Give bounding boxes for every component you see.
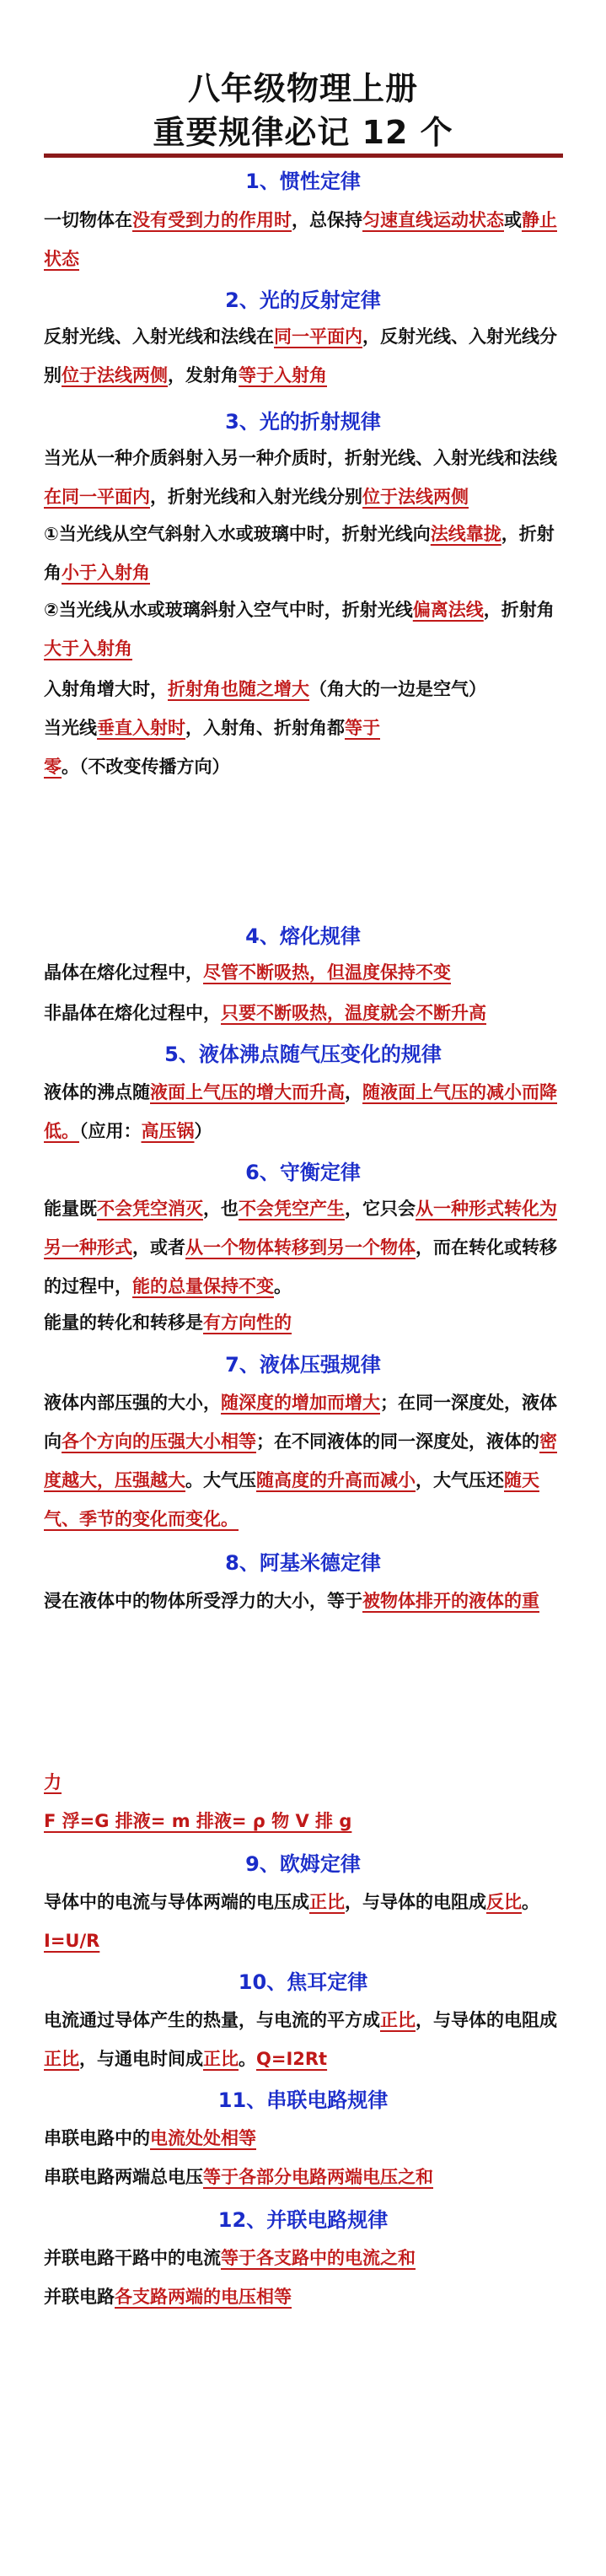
- rule-paragraph: [44, 953, 565, 992]
- section-heading: 8、阿基米德定律: [225, 1551, 381, 1575]
- body-text: 并联电路干路中的电流: [44, 2248, 221, 2268]
- key-phrase: 同一平面内: [274, 326, 362, 347]
- section-heading: 6、守衡定律: [245, 1161, 361, 1184]
- rule-paragraph: [44, 1303, 565, 1342]
- body-text: 一切物体在: [44, 210, 132, 230]
- body-text: 能量的转化和转移是: [44, 1312, 203, 1333]
- section-heading: 3、光的折射规律: [225, 410, 381, 434]
- body-text: 晶体在熔化过程中，: [44, 962, 203, 983]
- key-phrase: 垂直入射时: [97, 718, 185, 738]
- key-phrase: 等于各部分电路两端电压之和: [203, 2167, 433, 2187]
- body-text: 浸在液体中的物体所受浮力的大小，等于: [44, 1591, 362, 1611]
- key-phrase: 液面上气压的增大而升高: [150, 1082, 345, 1102]
- key-phrase: 电流处处相等: [150, 2128, 256, 2148]
- body-text: 当光从一种介质斜射入另一种介质时，折射光线、入射光线和法线: [44, 448, 557, 468]
- body-text: ，反射光线、入射光线分别: [44, 326, 557, 385]
- rule-paragraph: [44, 317, 565, 395]
- key-phrase: 大于入射角: [44, 639, 132, 659]
- key-phrase: 被物体排开的液体的重: [362, 1591, 539, 1611]
- title-divider: [44, 154, 563, 158]
- body-text: 导体中的电流与导体两端的电压成: [44, 1892, 309, 1912]
- body-text: ）: [194, 1121, 212, 1141]
- key-phrase: 随天气、季节的变化而变化。: [44, 1470, 539, 1529]
- body-text: ，: [345, 1082, 362, 1102]
- body-text: ；在同一深度处，液体向: [44, 1393, 557, 1452]
- section-heading: 11、串联电路规律: [217, 2088, 389, 2112]
- body-text: ，总保持: [292, 210, 362, 230]
- body-text: ，或者: [132, 1237, 185, 1258]
- body-text: 液体的沸点随: [44, 1082, 150, 1102]
- section-heading: 10、焦耳定律: [238, 1970, 368, 1994]
- body-text: 能量既: [44, 1199, 97, 1219]
- rule-paragraph: [44, 2158, 565, 2196]
- key-phrase: 有方向性的: [203, 1312, 292, 1333]
- body-text: ，与通电时间成: [79, 2049, 203, 2069]
- body-text: 反射光线、入射光线和法线在: [44, 326, 274, 347]
- key-phrase: 等于零: [44, 718, 380, 777]
- key-phrase: 没有受到力的作用时: [132, 210, 292, 230]
- section-heading: 1、惯性定律: [245, 170, 361, 193]
- doc-title-line1: 八年级物理上册: [187, 70, 418, 107]
- rule-paragraph: [44, 1073, 565, 1151]
- key-phrase: 尽管不断吸热，但温度保持不变: [203, 962, 451, 983]
- body-text: 入射角增大时，: [44, 679, 168, 699]
- body-text: ，而在转化或转移的过程中，: [44, 1237, 557, 1296]
- body-text: 非晶体在熔化过程中，: [44, 1003, 221, 1023]
- key-phrase: 偏离法线: [412, 600, 484, 620]
- body-text: ，入射角、折射角都: [185, 718, 345, 738]
- key-phrase: F 浮=G 排液= m 排液= ρ 物 V 排 g: [44, 1811, 352, 1831]
- section-heading: 4、熔化规律: [245, 924, 361, 948]
- body-text: （角大的一边是空气）: [309, 679, 486, 699]
- section-heading: 9、欧姆定律: [245, 1852, 361, 1876]
- body-text: ，它只会: [345, 1199, 416, 1219]
- body-text: ，发射角: [168, 365, 239, 385]
- rule-paragraph: [44, 709, 565, 786]
- body-text: ，也: [203, 1199, 239, 1219]
- body-text: ①当光线从空气斜射入水或玻璃中时，折射光线向: [44, 524, 431, 544]
- key-phrase: 高压锅: [141, 1121, 195, 1141]
- key-phrase: 正比: [309, 1892, 345, 1912]
- body-text: ，大气压还: [416, 1470, 504, 1490]
- rule-paragraph: [44, 1802, 565, 1840]
- key-phrase: 在同一平面内: [44, 487, 150, 507]
- rule-paragraph: [44, 2277, 565, 2316]
- rule-paragraph: [44, 2119, 565, 2158]
- body-text: ②当光线从水或玻璃斜射入空气中时，折射光线: [44, 600, 413, 620]
- key-phrase: 随深度的增加而增大: [221, 1393, 380, 1413]
- key-phrase: 不会凭空消灭: [97, 1199, 203, 1219]
- rule-paragraph: [44, 1883, 565, 1960]
- rule-paragraph: [44, 439, 565, 516]
- rule-paragraph: [44, 670, 565, 709]
- key-phrase: 能的总量保持不变: [132, 1276, 274, 1296]
- key-phrase: 匀速直线运动状态: [362, 210, 504, 230]
- key-phrase: 反比: [486, 1892, 522, 1912]
- key-phrase: 密度越大，压强越大: [44, 1431, 557, 1490]
- key-phrase: 从一个物体转移到另一个物体: [185, 1237, 416, 1258]
- key-phrase: 位于法线两侧: [62, 365, 168, 385]
- key-phrase: 只要不断吸热，温度就会不断升高: [221, 1003, 486, 1023]
- rule-paragraph: [44, 2001, 565, 2078]
- body-text: ，折射角: [44, 524, 555, 583]
- key-phrase: 折射角也随之增大: [168, 679, 309, 699]
- section-heading: 2、光的反射定律: [225, 288, 381, 312]
- rule-paragraph: [44, 1763, 565, 1802]
- key-phrase: 各个方向的压强大小相等: [62, 1431, 256, 1452]
- rule-paragraph: [44, 1189, 565, 1306]
- body-text: ；在不同液体的同一深度处，液体的: [256, 1431, 539, 1452]
- key-phrase: 小于入射角: [62, 563, 150, 583]
- rule-paragraph: [44, 994, 565, 1032]
- rule-paragraph: [44, 2239, 565, 2277]
- key-phrase: I=U/R: [44, 1931, 100, 1951]
- body-text: 电流通过导体产生的热量，与电流的平方成: [44, 2010, 380, 2030]
- body-text: ，与导体的电阻成: [345, 1892, 486, 1912]
- body-text: 。大气压: [185, 1470, 256, 1490]
- rule-paragraph: [44, 590, 565, 668]
- body-text: 或: [504, 210, 522, 230]
- key-phrase: 法线靠拢: [430, 524, 501, 544]
- body-text: 。: [522, 1892, 539, 1912]
- body-text: 并联电路: [44, 2287, 115, 2307]
- section-heading: 12、并联电路规律: [217, 2208, 389, 2232]
- key-phrase: 等于各支路中的电流之和: [221, 2248, 416, 2268]
- rule-paragraph: [44, 515, 565, 592]
- body-text: 。: [274, 1276, 292, 1296]
- body-text: 。（不改变传播方向）: [62, 757, 230, 777]
- body-text: 串联电路中的: [44, 2128, 150, 2148]
- rule-paragraph: [44, 1582, 565, 1620]
- body-text: 液体内部压强的大小，: [44, 1393, 221, 1413]
- key-phrase: 随液面上气压的减小而降低。: [44, 1082, 557, 1141]
- key-phrase: 正比: [203, 2049, 239, 2069]
- key-phrase: 正比: [380, 2010, 416, 2030]
- key-phrase: 各支路两端的电压相等: [115, 2287, 292, 2307]
- body-text: 。: [239, 2049, 256, 2069]
- key-phrase: 静止状态: [44, 210, 557, 269]
- rule-paragraph: [44, 1383, 565, 1539]
- section-heading: 7、液体压强规律: [225, 1353, 381, 1377]
- key-phrase: 等于入射角: [239, 365, 327, 385]
- key-phrase: 力: [44, 1772, 62, 1792]
- key-phrase: 正比: [44, 2049, 79, 2069]
- section-heading: 5、液体沸点随气压变化的规律: [164, 1043, 442, 1066]
- body-text: 串联电路两端总电压: [44, 2167, 203, 2187]
- doc-title-line2: 重要规律必记 12 个: [153, 114, 453, 151]
- body-text: 当光线: [44, 718, 97, 738]
- key-phrase: 不会凭空产生: [239, 1199, 345, 1219]
- body-text: ，折射光线和入射光线分别: [150, 487, 362, 507]
- key-phrase: 位于法线两侧: [362, 487, 469, 507]
- key-phrase: 随高度的升高而减小: [256, 1470, 416, 1490]
- rule-paragraph: [44, 201, 565, 278]
- key-phrase: 从一种形式转化为另一种形式: [44, 1199, 557, 1258]
- body-text: ，与导体的电阻成: [416, 2010, 557, 2030]
- body-text: ，折射角: [483, 600, 555, 620]
- key-phrase: Q=I2Rt: [256, 2049, 328, 2069]
- body-text: （应用：: [79, 1121, 142, 1141]
